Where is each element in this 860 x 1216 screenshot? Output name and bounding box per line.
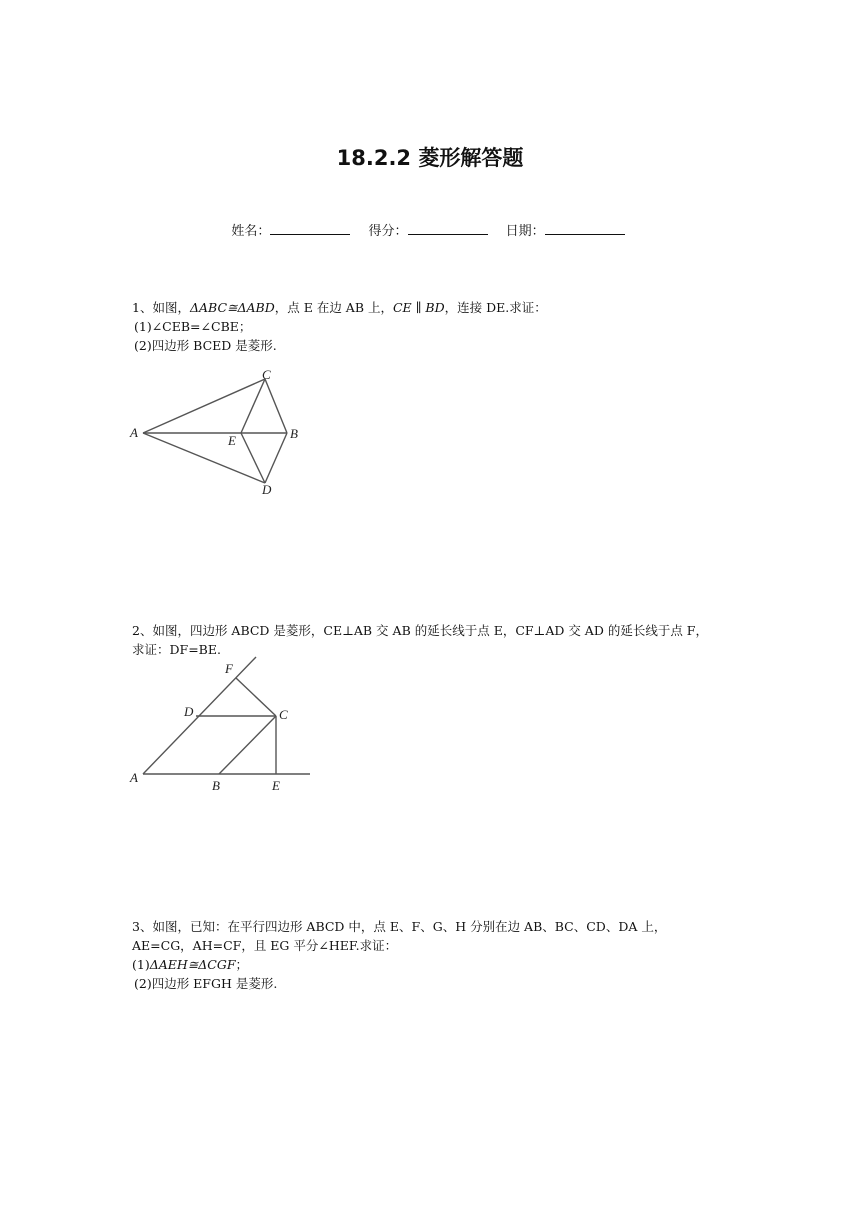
- problem-3-math-congruence: ΔAEH≅ΔCGF: [149, 957, 236, 972]
- segment-cf: [236, 678, 276, 716]
- problem-1-statement: 1、如图，ΔABC≅ΔABD，点 E 在边 AB 上，CE ∥ BD，连接 DE.求证：: [132, 300, 547, 315]
- problem-1-math-congruence: ΔABC≅ΔABD: [189, 300, 275, 315]
- label-e: E: [228, 433, 236, 448]
- problem-2-statement-line-2: 求证：DF=BE.: [132, 642, 221, 657]
- page-title: 18.2.2 菱形解答题: [336, 146, 524, 170]
- label-a: A: [130, 770, 138, 785]
- date-label: 日期：: [505, 224, 545, 239]
- label-d: D: [262, 482, 272, 497]
- label-b: B: [212, 778, 220, 793]
- label-c: C: [262, 367, 271, 382]
- problem-3-part-1: (1)ΔAEH≅ΔCGF；: [132, 957, 249, 972]
- problem-3-part-2: (2)四边形 EFGH 是菱形.: [134, 976, 278, 991]
- label-e: E: [272, 778, 280, 793]
- problem-1-math-parallel: CE ∥ BD: [392, 300, 445, 315]
- label-b: B: [290, 426, 298, 441]
- segment-bc: [219, 716, 276, 774]
- label-c: C: [279, 707, 288, 722]
- label-d: D: [184, 704, 194, 719]
- problem-3-statement-line-2: AE=CG，AH=CF，且 EG 平分∠HEF.求证：: [132, 938, 398, 953]
- label-f: F: [225, 661, 233, 676]
- label-a: A: [130, 425, 138, 440]
- name-label: 姓名：: [231, 224, 271, 239]
- score-label: 得分：: [368, 224, 408, 239]
- problem-3-statement-line-1: 3、如图，已知：在平行四边形 ABCD 中，点 E、F、G、H 分别在边 AB、BC、CD、DA 上，: [132, 919, 667, 934]
- problem-1-part-1: (1)∠CEB=∠CBE；: [134, 319, 252, 334]
- problem-1-part-2: (2)四边形 BCED 是菱形.: [134, 338, 277, 353]
- problem-2-statement-line-1: 2、如图，四边形 ABCD 是菱形，CE⊥AB 交 AB 的延长线于点 E，CF⊥AD 交 AD 的延长线于点 F，: [132, 623, 708, 638]
